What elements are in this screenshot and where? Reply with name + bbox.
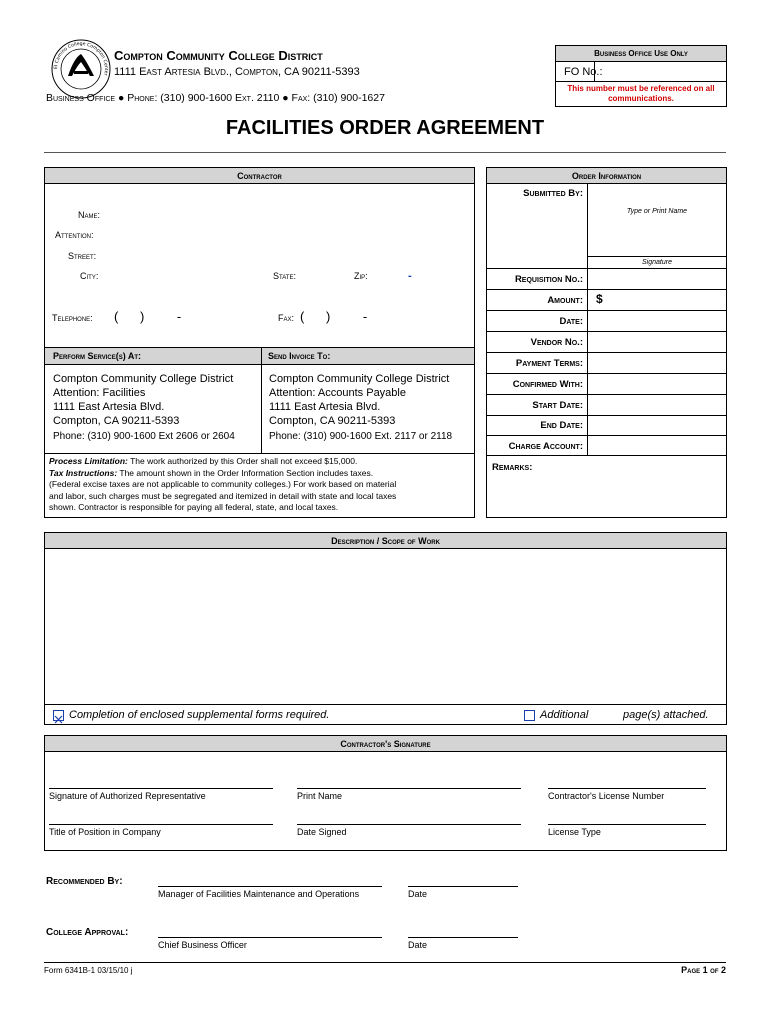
invoice-address	[269, 372, 449, 428]
requisition-field[interactable]	[589, 269, 726, 289]
sig-rep-caption: Signature of Authorized Representative	[49, 791, 206, 801]
name-label: Name:	[78, 210, 101, 220]
end-date-field[interactable]	[589, 416, 726, 435]
manager-signature-line[interactable]	[158, 886, 382, 887]
perform-line: Compton Community College District	[53, 373, 234, 385]
limitation-text: The work authorized by this Order shall not exceed $15,000.	[130, 456, 358, 466]
amount-field[interactable]	[606, 290, 726, 310]
description-rule	[44, 704, 727, 705]
tax-text: (Federal excise taxes are not applicable to community colleges.) For work based on material	[49, 479, 397, 489]
city-label: City:	[80, 271, 99, 281]
perform-phone: Phone: (310) 900-1600 Ext 2606 or 2604	[53, 431, 235, 442]
tax-text: and labor, such charges must be segregated and itemized in detail with state and local taxes	[49, 490, 397, 501]
type-print-caption: Type or Print Name	[626, 208, 688, 215]
invoice-header: Send Invoice To:	[268, 351, 331, 361]
charge-account-label: Charge Account:	[508, 441, 583, 452]
title-position-caption: Title of Position in Company	[49, 827, 161, 837]
district-address: 1111 East Artesia Blvd., Compton, CA 90211-5393	[114, 66, 360, 78]
zip-dash: -	[408, 270, 412, 282]
zip-field[interactable]	[376, 267, 466, 283]
fo-number-field[interactable]	[594, 62, 727, 81]
signature-caption: Signature	[642, 259, 672, 266]
license-number-line[interactable]	[548, 788, 706, 789]
tax-label: Tax Instructions:	[49, 467, 118, 478]
state-field[interactable]	[306, 267, 350, 283]
perform-line: Attention: Facilities	[53, 387, 146, 399]
zip-label: Zip:	[354, 271, 368, 281]
sig-rep-line[interactable]	[49, 788, 273, 789]
start-date-field[interactable]	[589, 395, 726, 415]
additional-pages-field[interactable]	[592, 708, 620, 722]
confirmed-with-field[interactable]	[589, 374, 726, 394]
recommended-by-label: Recommended By:	[46, 876, 123, 887]
form-title: FACILITIES ORDER AGREEMENT	[225, 117, 545, 139]
invoice-line: Attention: Accounts Payable	[269, 387, 406, 399]
tax-text: The amount shown in the Order Information Section includes taxes.	[119, 467, 374, 478]
invoice-line: 1111 East Artesia Blvd.	[269, 401, 381, 413]
confirmed-with-label: Confirmed With:	[512, 379, 583, 390]
fo-note: This number must be referenced on all communications.	[567, 84, 715, 103]
remarks-field[interactable]	[490, 475, 724, 515]
contractor-header: Contractor	[44, 167, 475, 184]
district-name: Compton Community College District	[114, 48, 323, 63]
state-label: State:	[273, 271, 296, 281]
supplemental-label: Completion of enclosed supplemental forms required.	[69, 709, 330, 721]
additional-checkbox[interactable]	[524, 710, 535, 721]
title-position-line[interactable]	[49, 824, 273, 825]
date-signed-caption: Date Signed	[297, 827, 347, 837]
signature-rule	[588, 256, 726, 257]
pages-attached-label: page(s) attached.	[623, 709, 709, 721]
print-name-line[interactable]	[297, 788, 521, 789]
order-row-rule	[486, 455, 727, 456]
fax-label: Fax:	[278, 313, 295, 323]
telephone-field[interactable]: ( ) -	[114, 309, 182, 324]
dollar-sign: $	[596, 292, 603, 306]
perform-invoice-divider	[261, 347, 262, 453]
office-use-box	[555, 45, 727, 107]
cbo-caption: Chief Business Officer	[158, 940, 247, 950]
tax-text: shown. Contractor is responsible for paying all federal, state, and local taxes.	[49, 502, 339, 512]
perform-line: 1111 East Artesia Blvd.	[53, 401, 165, 413]
fax-field[interactable]: ( ) -	[300, 309, 368, 324]
amount-label: Amount:	[547, 295, 583, 306]
invoice-line: Compton Community College District	[269, 373, 450, 385]
approval-date-caption: Date	[408, 940, 428, 950]
date-label: Date:	[559, 316, 583, 327]
payment-terms-label: Payment Terms:	[515, 358, 583, 369]
remarks-label: Remarks:	[492, 462, 533, 473]
perform-header: Perform Service(s) At:	[53, 351, 142, 361]
check-x-icon	[54, 715, 63, 724]
print-name-caption: Print Name	[297, 791, 343, 801]
invoice-phone: Phone: (310) 900-1600 Ext. 2117 or 2118	[269, 431, 453, 442]
submitted-by-label: Submitted By:	[523, 188, 583, 199]
payment-terms-field[interactable]	[589, 353, 726, 373]
vendor-label: Vendor No.:	[530, 337, 583, 348]
date-signed-line[interactable]	[297, 824, 521, 825]
charge-account-field[interactable]	[589, 436, 726, 455]
license-number-caption: Contractor's License Number	[548, 791, 665, 801]
additional-label: Additional	[540, 709, 589, 721]
street-field[interactable]	[110, 247, 465, 263]
perform-address	[53, 372, 233, 428]
college-approval-label: College Approval:	[46, 927, 129, 938]
start-date-label: Start Date:	[532, 400, 583, 411]
description-field[interactable]	[46, 551, 725, 701]
district-seal	[50, 38, 112, 100]
description-header: Description / Scope of Work	[44, 532, 727, 549]
perform-line: Compton, CA 90211-5393	[53, 415, 180, 427]
footer-rule	[44, 962, 726, 963]
license-type-line[interactable]	[548, 824, 706, 825]
attention-label: Attention:	[55, 230, 94, 240]
requisition-label: Requisition No.:	[514, 274, 583, 285]
recommended-date-line[interactable]	[408, 886, 518, 887]
city-field[interactable]	[110, 267, 265, 283]
business-office-line: Business Office ● Phone: (310) 900-1600 Ext. 2110 ● Fax: (310) 900-1627	[46, 92, 385, 104]
order-info-header: Order Information	[486, 167, 727, 184]
process-rule	[44, 453, 475, 454]
date-field[interactable]	[589, 311, 726, 331]
office-use-title: Business Office Use Only	[556, 46, 726, 62]
page-number: Page 1 of 2	[681, 965, 726, 975]
fo-number-label: FO No.:	[564, 66, 603, 78]
cbo-signature-line[interactable]	[158, 937, 382, 938]
name-field[interactable]	[110, 206, 465, 222]
submitted-signature-field[interactable]	[588, 222, 726, 256]
limitation-label: Process Limitation:	[49, 456, 128, 466]
street-label: Street:	[68, 251, 97, 261]
manager-caption: Manager of Facilities Maintenance and Operations	[158, 889, 360, 899]
invoice-line: Compton, CA 90211-5393	[269, 415, 396, 427]
license-type-caption: License Type	[548, 827, 601, 837]
vendor-field[interactable]	[589, 332, 726, 352]
process-text	[49, 456, 474, 514]
title-rule	[44, 152, 726, 153]
form-id: Form 6341B-1 03/15/10 j	[44, 966, 133, 975]
end-date-label: End Date:	[540, 420, 583, 431]
supplemental-checkbox[interactable]	[53, 710, 64, 721]
telephone-label: Telephone:	[52, 313, 93, 323]
attention-field[interactable]	[110, 226, 465, 242]
approval-date-line[interactable]	[408, 937, 518, 938]
signature-header: Contractor's Signature	[44, 735, 727, 752]
recommended-date-caption: Date	[408, 889, 428, 899]
seal-ring-text: El Camino College Compton Center	[53, 41, 109, 76]
